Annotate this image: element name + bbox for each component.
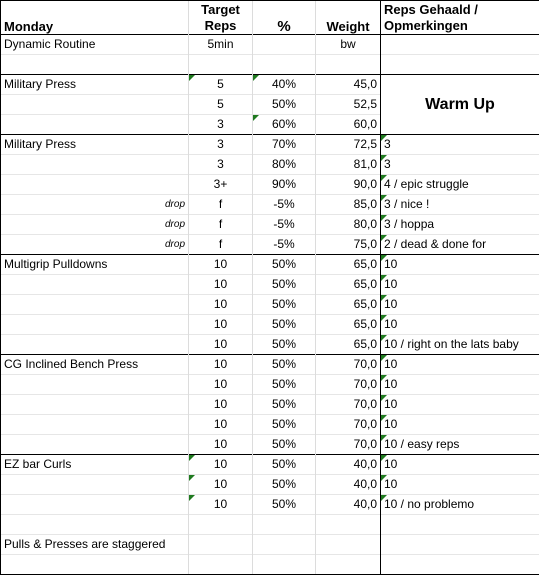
table-row <box>1 35 539 55</box>
pct-cell[interactable]: -5% <box>253 195 316 215</box>
exercise-cell[interactable] <box>1 435 189 455</box>
table-row <box>1 515 539 535</box>
exercise-cell[interactable] <box>1 275 189 295</box>
pct-cell[interactable]: 50% <box>253 95 316 115</box>
pct-cell[interactable]: 90% <box>253 175 316 195</box>
pct-cell[interactable]: 50% <box>253 415 316 435</box>
target-cell[interactable]: f <box>189 195 253 215</box>
exercise-cell[interactable]: Dynamic Routine <box>1 35 189 55</box>
exercise-cell[interactable] <box>1 375 189 395</box>
weight-header[interactable]: Weight <box>316 1 381 35</box>
weight-cell[interactable] <box>316 515 381 535</box>
target-cell[interactable]: 5min <box>189 35 253 55</box>
exercise-cell[interactable]: drop <box>1 215 189 235</box>
day-title[interactable]: Monday <box>1 1 189 35</box>
result-cell[interactable]: 10 <box>381 475 539 495</box>
target-cell[interactable]: 3+ <box>189 175 253 195</box>
weight-cell[interactable]: 40,0 <box>316 455 381 475</box>
weight-cell[interactable]: 80,0 <box>316 215 381 235</box>
pct-cell[interactable] <box>253 55 316 75</box>
table-row <box>1 155 539 175</box>
result-cell[interactable] <box>381 55 539 75</box>
exercise-cell[interactable] <box>1 95 189 115</box>
table-row <box>1 195 539 215</box>
target-cell[interactable]: 3 <box>189 155 253 175</box>
weight-cell[interactable]: 70,0 <box>316 355 381 375</box>
pct-cell[interactable]: 50% <box>253 275 316 295</box>
pct-cell[interactable]: 50% <box>253 335 316 355</box>
result-cell[interactable]: 10 <box>381 315 539 335</box>
table-row <box>1 75 539 95</box>
result-cell[interactable]: 3 <box>381 155 539 175</box>
pct-cell[interactable]: -5% <box>253 215 316 235</box>
weight-cell[interactable]: 65,0 <box>316 255 381 275</box>
table-row <box>1 135 539 155</box>
table-row <box>1 275 539 295</box>
target-cell[interactable]: 10 <box>189 415 253 435</box>
pct-cell[interactable] <box>253 35 316 55</box>
pct-cell[interactable]: 50% <box>253 375 316 395</box>
target-cell[interactable] <box>189 515 253 535</box>
table-row <box>1 395 539 415</box>
exercise-cell[interactable]: drop <box>1 235 189 255</box>
result-cell[interactable]: 3 / nice ! <box>381 195 539 215</box>
weight-cell[interactable]: 75,0 <box>316 235 381 255</box>
weight-cell[interactable] <box>316 535 381 555</box>
pct-cell[interactable]: 50% <box>253 475 316 495</box>
result-header-line2[interactable]: Opmerkingen <box>381 17 539 35</box>
result-cell[interactable]: 3 <box>381 135 539 155</box>
target-cell[interactable]: f <box>189 235 253 255</box>
target-cell[interactable] <box>189 535 253 555</box>
result-cell[interactable]: 2 / dead & done for <box>381 235 539 255</box>
result-cell[interactable] <box>381 535 539 555</box>
pct-cell[interactable]: 80% <box>253 155 316 175</box>
table-row <box>1 555 539 575</box>
result-cell[interactable]: 10 <box>381 415 539 435</box>
exercise-cell[interactable]: Multigrip Pulldowns <box>1 255 189 275</box>
target-header-line2[interactable]: Reps <box>189 17 253 35</box>
pct-cell[interactable] <box>253 535 316 555</box>
target-cell[interactable]: 10 <box>189 395 253 415</box>
pct-cell[interactable]: 50% <box>253 395 316 415</box>
pct-cell[interactable] <box>253 515 316 535</box>
result-cell[interactable]: 3 / hoppa <box>381 215 539 235</box>
table-row <box>1 475 539 495</box>
result-cell[interactable]: 10 <box>381 455 539 475</box>
weight-cell[interactable]: 52,5 <box>316 95 381 115</box>
weight-cell[interactable] <box>316 55 381 75</box>
target-cell[interactable]: 3 <box>189 115 253 135</box>
result-cell[interactable]: 10 <box>381 395 539 415</box>
weight-cell[interactable]: 81,0 <box>316 155 381 175</box>
target-cell[interactable]: 5 <box>189 95 253 115</box>
result-cell[interactable] <box>381 35 539 55</box>
pct-cell[interactable]: 50% <box>253 295 316 315</box>
pct-cell[interactable]: 50% <box>253 495 316 515</box>
result-cell[interactable]: 10 <box>381 295 539 315</box>
weight-cell[interactable]: 40,0 <box>316 475 381 495</box>
exercise-cell[interactable]: Military Press <box>1 135 189 155</box>
pct-header[interactable]: % <box>253 1 316 35</box>
exercise-cell[interactable] <box>1 555 189 575</box>
exercise-cell[interactable] <box>1 415 189 435</box>
target-cell[interactable]: 10 <box>189 375 253 395</box>
exercise-cell[interactable]: CG Inclined Bench Press <box>1 355 189 375</box>
weight-cell[interactable]: 65,0 <box>316 275 381 295</box>
table-row <box>1 495 539 515</box>
target-cell[interactable]: 10 <box>189 355 253 375</box>
table-row <box>1 55 539 75</box>
exercise-cell[interactable] <box>1 515 189 535</box>
result-cell[interactable]: 4 / epic struggle <box>381 175 539 195</box>
pct-cell[interactable]: 50% <box>253 315 316 335</box>
table-row <box>1 235 539 255</box>
target-cell[interactable]: 10 <box>189 255 253 275</box>
exercise-cell[interactable] <box>1 395 189 415</box>
pct-cell[interactable]: 50% <box>253 435 316 455</box>
table-row <box>1 355 539 375</box>
table-row <box>1 255 539 275</box>
weight-cell[interactable]: 65,0 <box>316 295 381 315</box>
target-cell[interactable]: 10 <box>189 315 253 335</box>
exercise-cell[interactable] <box>1 315 189 335</box>
result-cell[interactable]: 10 <box>381 275 539 295</box>
exercise-cell[interactable] <box>1 155 189 175</box>
exercise-cell[interactable] <box>1 115 189 135</box>
target-cell[interactable]: f <box>189 215 253 235</box>
exercise-cell[interactable]: EZ bar Curls <box>1 455 189 475</box>
pct-cell[interactable]: 70% <box>253 135 316 155</box>
result-cell[interactable] <box>381 515 539 535</box>
result-cell[interactable]: 10 / no problemo <box>381 495 539 515</box>
weight-cell[interactable]: 60,0 <box>316 115 381 135</box>
exercise-cell[interactable]: Military Press <box>1 75 189 95</box>
table-row <box>1 415 539 435</box>
target-cell[interactable]: 10 <box>189 455 253 475</box>
weight-cell[interactable]: 65,0 <box>316 315 381 335</box>
target-cell[interactable]: 10 <box>189 475 253 495</box>
target-cell[interactable]: 10 <box>189 275 253 295</box>
result-cell[interactable]: 10 / right on the lats baby <box>381 335 539 355</box>
weight-cell[interactable] <box>316 555 381 575</box>
table-row <box>1 435 539 455</box>
pct-cell[interactable]: 50% <box>253 255 316 275</box>
target-cell[interactable]: 3 <box>189 135 253 155</box>
target-cell[interactable] <box>189 555 253 575</box>
pct-cell[interactable]: -5% <box>253 235 316 255</box>
weight-cell[interactable]: 72,5 <box>316 135 381 155</box>
weight-cell[interactable]: 65,0 <box>316 335 381 355</box>
table-row <box>1 535 539 555</box>
weight-cell[interactable]: 70,0 <box>316 375 381 395</box>
table-row <box>1 315 539 335</box>
weight-cell[interactable]: 85,0 <box>316 195 381 215</box>
table-row <box>1 215 539 235</box>
weight-cell[interactable]: 45,0 <box>316 75 381 95</box>
weight-cell[interactable]: bw <box>316 35 381 55</box>
result-cell[interactable]: 10 <box>381 375 539 395</box>
target-cell[interactable]: 10 <box>189 295 253 315</box>
weight-cell[interactable]: 70,0 <box>316 435 381 455</box>
target-cell[interactable]: 10 <box>189 495 253 515</box>
exercise-cell[interactable]: Pulls & Presses are staggered <box>1 535 189 555</box>
exercise-cell[interactable] <box>1 175 189 195</box>
exercise-cell[interactable] <box>1 475 189 495</box>
table-row <box>1 175 539 195</box>
table-row <box>1 375 539 395</box>
target-cell[interactable]: 5 <box>189 75 253 95</box>
result-cell[interactable]: 10 <box>381 355 539 375</box>
pct-cell[interactable] <box>253 555 316 575</box>
exercise-cell[interactable] <box>1 335 189 355</box>
pct-cell[interactable]: 50% <box>253 355 316 375</box>
pct-cell[interactable]: 40% <box>253 75 316 95</box>
exercise-cell[interactable] <box>1 55 189 75</box>
result-cell[interactable] <box>381 555 539 575</box>
weight-cell[interactable]: 90,0 <box>316 175 381 195</box>
result-cell[interactable]: 10 <box>381 255 539 275</box>
result-header-line1[interactable]: Reps Gehaald / <box>381 1 539 18</box>
result-cell[interactable]: 10 / easy reps <box>381 435 539 455</box>
exercise-cell[interactable]: drop <box>1 195 189 215</box>
target-cell[interactable]: 10 <box>189 435 253 455</box>
target-cell[interactable] <box>189 55 253 75</box>
table-row <box>1 455 539 475</box>
exercise-cell[interactable] <box>1 495 189 515</box>
table-row <box>1 335 539 355</box>
target-cell[interactable]: 10 <box>189 335 253 355</box>
weight-cell[interactable]: 40,0 <box>316 495 381 515</box>
weight-cell[interactable]: 70,0 <box>316 415 381 435</box>
warmup-label[interactable]: Warm Up <box>381 75 539 135</box>
header-row-1 <box>1 1 539 18</box>
target-header-line1[interactable]: Target <box>189 1 253 18</box>
pct-cell[interactable]: 50% <box>253 455 316 475</box>
table-row <box>1 295 539 315</box>
weight-cell[interactable]: 70,0 <box>316 395 381 415</box>
pct-cell[interactable]: 60% <box>253 115 316 135</box>
exercise-cell[interactable] <box>1 295 189 315</box>
